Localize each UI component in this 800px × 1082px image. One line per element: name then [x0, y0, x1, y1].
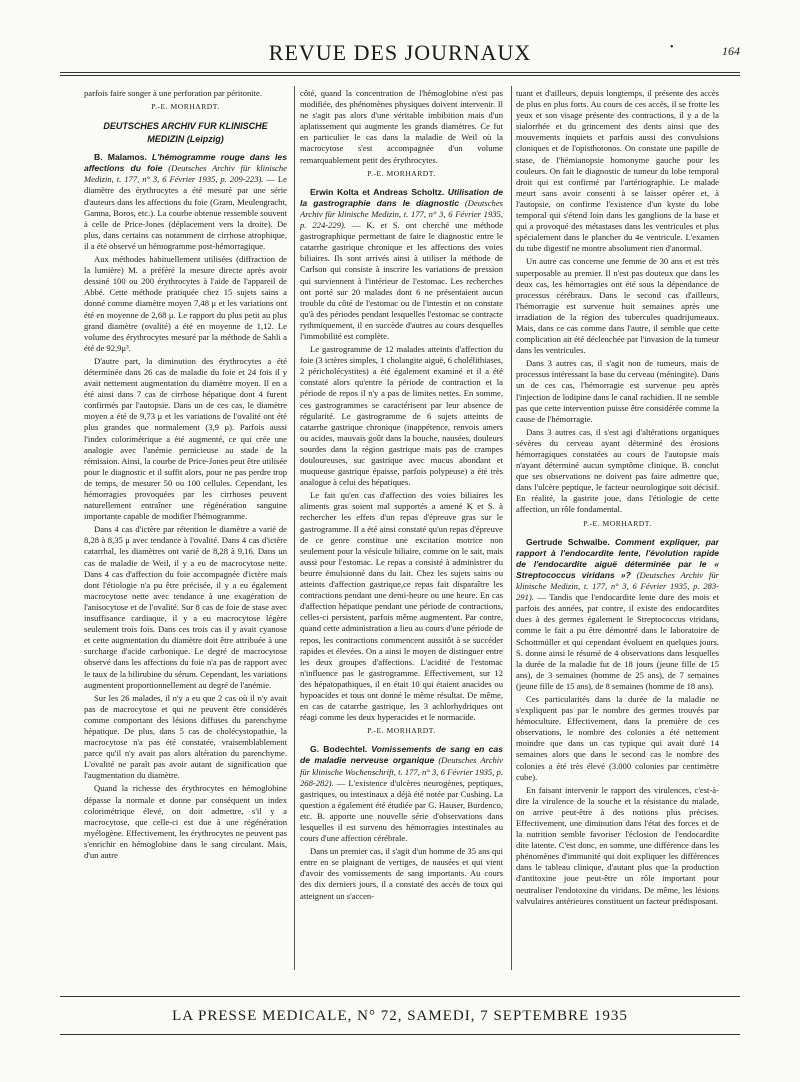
header-rule-top	[60, 72, 740, 73]
author-signature: P.-E. MORHARDT.	[151, 102, 220, 112]
author-signature: P.-E. MORHARDT.	[367, 168, 436, 178]
journal-title: REVUE DES JOURNAUX	[268, 40, 532, 65]
article-text: côté, quand la concentration de l'hémoglobine n'est pas modifiée, des phénomènes physiques doivent intervenir. Il ne s'agit pas alors d'une véritable imbibition mais d'un aplatissement qui augmente les grands diamètres. Ce fut en particulier le cas dans la maladie de Weil où la macrocytose s'est accompagnée d'un volume remarquablement petit des érythrocytes.	[300, 88, 503, 165]
article-reference: (Deutsches Archiv für klinische Medizin, t. 177, n° 3, 6 Février 1935, p. 209-223).	[84, 163, 287, 185]
article-paragraph: En faisant intervenir le rapport des virulences, c'est-à-dire la virulence de la souche et la résistance du malade, on arrive peut-être à des notions plus précises. Effectivement, une diminution dans l'état des forces et de la nutrition semble favoriser l'éclosion de l'endocardite dite latente. C'est donc, en somme, une différence dans les phénomènes d'immunité qui doit expliquer les différences dans le tableau clinique, d'autant plus que la production d'antitoxine joue peut-être un rôle important pour neutraliser l'endotoxine du viridans. De même, les lésions valvulaires antérieures constituent un facteur prédisposant.	[516, 784, 719, 906]
article-text: — Le diamètre des érythrocytes a été mesuré par une série d'auteurs dans les affections du foie (Gram, Meulengracht, Gamna, Boros, etc.). La courbe obtenue ressemble souvent à celle de Price-Jones (déplacement vers la droite). De plus, dans certains cas notamment de cirrhose atrophique, il a été observé un hémogramme post-hémorragique.	[84, 174, 287, 251]
article-reference: (Deutsches Archiv für klinische Medizin, t. 177, n° 3, 6 Février 1935, p. 283-291).	[516, 569, 719, 603]
article-paragraph: Dans un premier cas, il s'agit d'un homme de 35 ans qui entre en se plaignant de vertiges, de nausées et qui vient d'avoir des vomissements de sang importants. Au cours des dix derniers jours, il a constaté des accès de toux qui atteignent un s'accen-	[300, 846, 503, 901]
article-text: tuant et d'ailleurs, depuis longtemps, il présente des accès de plus en plus forts. Au cours de ces accès, il se frotte les yeux et son visage présente des contractions, il y a de la sialorrhée et du grincement des dents ainsi que des mouvements inquiets et parfois aussi des convulsions cloniques et de l'opisthotonos. On constate une papille de stase, de l'hémianopsie homonyme gauche pour les couleurs. On fait le diagnostic de tumeur du lobe temporal droit qui est confirmé par l'artériographie. Le malade meurt sans avoir consenti à se laisser opérer et, à l'autopsie, on confirme l'existence d'un kyste du lobe temporal qui s'étend loin dans les ganglions de la base et qui a provoqué des métastases dans les ventricules et plus spécialement dans le plancher du 4e ventricule. L'examen du tube digestif ne montre absolument rien d'anormal.	[516, 88, 719, 254]
article-paragraph: Quand la richesse des érythrocytes en hémoglobine dépasse la normale et donne par conséquent un index colorimétrique élevé, on doit admettre, s'il y a macrocytose, que celle-ci est due à une régénération myélogène. Effectivement, les érythrocytes ne peuvent pas s'enrichir en hémoglobine dans le sang circulant. Mais, d'un autre	[84, 783, 287, 860]
article-paragraph: Le fait qu'en cas d'affection des voies biliaires les aliments gras soient mal supportés a amené K et S. à rechercher les effets d'un repas d'épreuve gras sur le gastrogramme. Il a été ainsi constaté qu'un repas d'épreuve de ce genre constitue une excitation motrice non seulement pour la vésicule biliaire, comme on le sait, mais aussi pour l'estomac. Le repas a consisté à administrer du beurre émulsionné dans du lait. Chez les sujets sains ou atteints d'affection gastrique,ce repas fait disparaître les contractions pendant une demi-heure ou une heure. En cas d'affection hépatique pendant une période de contractions, celles-ci persistent, parfois même augmentent. Par contre, quand cette administration a lieu au cours d'une période de repos, les contractions commencent aussitôt à se succéder rapides et élevées. On a ainsi le moyen de distinguer entre les deux groupes d'affections. L'acidité de l'estomac n'influence pas le gastrogramme. Effectivement, sur 12 des hépatopathiques, il en était 10 qui étaient anacides ou hypoacides et tous ont donné le même résultat. De même, en cas de catarrhe gastrique, les 3 achlorhydriques ont réagi comme les deux hyperacides et le normacide.	[300, 490, 503, 723]
author-signature: P.-E. MORHARDT.	[583, 518, 652, 528]
article-paragraph: Ces particularités dans la durée de la maladie ne s'expliquent pas par le nombre des germes trouvés par hémoculture. Effectivement, dans la première de ces observations, le nombre des colonies a été nettement moindre que dans un cas typique qui avait duré 14 semaines alors que dans le second cas le nombre des colonies a été très élevé (3.000 colonies par centimètre cube).	[516, 693, 719, 782]
column-1	[84, 88, 287, 968]
article-author: Gertrude Schwalbe.	[526, 536, 610, 547]
article-title: Utilisation de la gastrographie dans le diagnostic	[300, 186, 503, 208]
article-author: B. Malamos.	[94, 152, 147, 163]
article-text: parfois faire songer à une perforation par péritonite.	[84, 88, 263, 98]
footer-rule-bottom	[60, 1034, 740, 1035]
article-text: — Tandis que l'endocardite lente dure des mois et parfois des années, par contre, il existe des endocardites dues à des germes également le Streptococcus viridans, comme le fait a pu être démontré dans le laboratoire de Schottmüller et qui cependant évoluent en quelques jours. S. donne ainsi le résumé de 4 observations dans lesquelles la durée de la maladie fut de 18 jours (jeune fille de 15 ans), de 3 semaines (homme de 25 ans), de 7 semaines (jeune fille de 15 ans), de 8 semaines (homme de 18 ans).	[516, 592, 719, 691]
article-title: Vomissements de sang en cas de maladie nerveuse organique	[300, 744, 503, 766]
article-paragraph: Sur les 26 malades, il n'y a eu que 2 cas où il n'y avait pas de macrocytose et qui ne peuvent être considérés comme comportant des lésions diffuses du parenchyme hépatique. De plus, dans 5 cas de cholécystopathie, la macrocytose n'a pas été constatée, vraisemblablement parce qu'il n'y avait pas alors altération du parenchyme. L'ovalité ne paraît pas avoir autant de signification que l'augmentation du diamètre.	[84, 692, 287, 781]
article-lead	[300, 187, 503, 342]
article-title: L'hémogramme rouge dans les affections du foie	[84, 152, 287, 174]
article-title: Comment expliquer, par rapport à l'endocardite lente, l'évolution rapide de l'endocardite aiguë déterminée par le « Streptococcus viridans »?	[516, 536, 719, 580]
footer-rule-top	[60, 996, 740, 997]
article-lead	[300, 744, 503, 844]
article-author: Erwin Kolta et Andreas Scholtz.	[310, 186, 445, 197]
author-signature: P.-E. MORHARDT.	[367, 726, 436, 736]
article-paragraph: Le gastrogramme de 12 malades atteints d'affection du foie (3 ictères simples, 1 cholangite aiguë, 6 cholélithiases, 2 péricholécystites) a été également examiné et il a été constaté alors qu'entre la période de contraction et la période de repos il n'y a pas de limites nettes. En somme, ces gastrogrammes se caractérisent par leur absence de régularité. Le gastrogramme de 6 sujets atteints de catarrhe gastrique chronique (inappétence, renvois amers ou acides, mauvais goût dans la bouche, nausées, douleurs sourdes dans la région gastrique mais pas de crampes douloureuses, suc gastrique avec mucus abondant et muqueuse gastrique épaisse, parfois polypeuse) a été très analogue à celui des hépatiques.	[300, 344, 503, 488]
article-columns	[84, 88, 719, 968]
section-heading: DEUTSCHES ARCHIV FUR KLINISCHE MEDIZIN (Leipzig)	[103, 121, 268, 145]
article-text: — K. et S. ont cherché une méthode gastrographique permettant de faire le diagnostic entre le catarrhe gastrique chronique et les affections des voies biliaires. Ils sont arrivés ainsi à utiliser la méthode de Carlson qui consiste à inscrire les variations de pression qui surviennent à l'intérieur de l'estomac. Les recherches ont porté sur 20 malades dont 6 ne présentaient aucun trouble du côté de l'estomac ou de l'intestin et on constate qu'à des périodes pendant lesquelles l'estomac se contracte rythmiquement, il en succède d'autres au cours desquelles l'immobilité est complète.	[300, 220, 503, 341]
page-number: 164	[722, 44, 740, 58]
article-lead	[84, 152, 287, 252]
article-author: G. Bodechtel.	[310, 744, 368, 755]
header-ornament: •	[670, 42, 674, 53]
article-text: — L'existence d'ulcères neurogènes, peptiques, gastriques, ou intestinaux a déjà été notée par Cushing. La question a également été étudiée par G. Hauser, Burdenco, etc. B. apporte une nouvelle série d'observations dans lesquelles il est survenu des hémorragies intestinales au cours d'une affection cérébrale.	[300, 777, 503, 844]
column-2	[300, 88, 503, 968]
column-3	[516, 88, 719, 968]
article-paragraph: Aux méthodes habituellement utilisées (diffraction de la lumière) M. a préféré la mesure directe après avoir dessiné 100 ou 200 érythrocytes à l'aide de l'appareil de Abbé. Cette méthode pratiquée chez 15 sujets sains a donné comme diamètre moyen 7,48 μ et les variations ont été en moyenne de 2,68 μ. Le rapport du plus petit au plus grand diamètre (ovalité) a été en moyenne de 1,12. Le volume des érythrocytes mesuré par la méthode de Sahli a été de 92,9μ³.	[84, 254, 287, 353]
article-paragraph: Dans 4 cas d'ictère par rétention le diamètre a varié de 8,28 à 8,35 μ avec tendance à l'ovalité. Dans 4 cas d'ictère catarrhal, les diamètres ont varié de 8,28 à 9,16. Dans un cas de maladie de Weil, il y a eu de macrocytose nette. Dans 4 cas d'affection du foie accompagnée d'ictère mais dont l'étiologie n'a pu être précisée, il y a eu également macrocytose nette avec tendance à une exagération de l'anisocytose et de l'ovalité. Sur 8 cas de foie de stase avec insuffisance cardiaque, il y a eu macrocytose légère seulement trois fois. Dans ces trois cas il y avait cyanose et cette augmentation du diamètre doit être attribuée à une surcharge d'acide carbonique. Le degré de macrocytose observé dans les affections du foie n'a pas de rapport avec le taux de la bilirubine du sérum. Cependant, les variations augmentent proportionnellement au degré de l'anémie.	[84, 524, 287, 690]
article-paragraph: Dans 3 autres cas, il s'agit non de tumeurs, mais de processus intéressant la base du cerveau (méningite). Dans un de ces cas, l'hémorragie est survenue peu après l'injection de lodipine dans le canal rachidien. Il ne semble pas que cette intervention puisse être considérée comme la cause de l'hémorragie.	[516, 358, 719, 424]
article-paragraph: Dans 3 autres cas, il s'est agi d'altérations organiques sévères du cerveau ayant déterminé des érosions hémorragiques constatées au cours de l'autopsie mais n'ayant déterminé aucun symptôme clinique. B. conclut que ses observations ne doivent pas faire admettre que, dans l'ulcère peptique, le facteur neurologique soit décisif. En réalité, la gastrite joue, dans l'étiologie de cette affection, un rôle fondamental.	[516, 426, 719, 515]
article-reference: (Deutsches Archiv für klinische Medizin, t. 177, n° 3, 6 Février 1935, p. 224-229).	[300, 197, 503, 231]
header-rule-bottom	[60, 75, 740, 76]
article-reference: (Deutsches Archiv für klinische Wochenschrift, t. 177, n° 3, 6 Février 1935, p. 268-282).	[300, 755, 503, 788]
page-header	[60, 34, 740, 70]
article-lead	[516, 537, 719, 692]
page-footer: LA PRESSE MEDICALE, N° 72, SAMEDI, 7 SEPTEMBRE 1935	[172, 1008, 628, 1024]
article-paragraph: D'autre part, la diminution des érythrocytes a été déterminée dans 26 cas de maladie du foie et 24 fois il y avait nettement augmentation du diamètre moyen. Il en a été ainsi dans 7 cas de cirrhose hépatique dont 4 furent confirmés par l'autopsie. Dans un de ces cas, le diamètre moyen a été de 9,73 μ et les variations de l'ovalité ont été plus grandes que normalement (3,9 μ). Parfois aussi l'index colorimétrique a été augmenté, ce qui crée une analogie avec l'anémie pernicieuse au stade de la rémission. Ainsi, la courbe de Price-Jones peut être utilisée pour le diagnostic et il suffit alors, pour ne pas perdre trop de temps, de mesurer 50 ou 100 cellules. Cependant, les hémorragies provoquées par les cirrhoses peuvent naturellement entraîner une régénération sanguine importante capable de modifier l'hémogramme.	[84, 355, 287, 522]
article-paragraph: Un autre cas concerne une femme de 30 ans et est très superposable au premier. Il n'est pas douteux que dans les deux cas, les hémorragies ont été sous la dépendance de processus cérébraux. Dans le second cas d'ailleurs, l'hémorragie est survenue huit semaines après une irradiation de la région des tubercules quadrijumeaux. Mais, dans ce cas comme dans l'autre, il semble que cette complication ait été déclenchée par l'invasion de la tumeur dans les ventricules.	[516, 256, 719, 356]
